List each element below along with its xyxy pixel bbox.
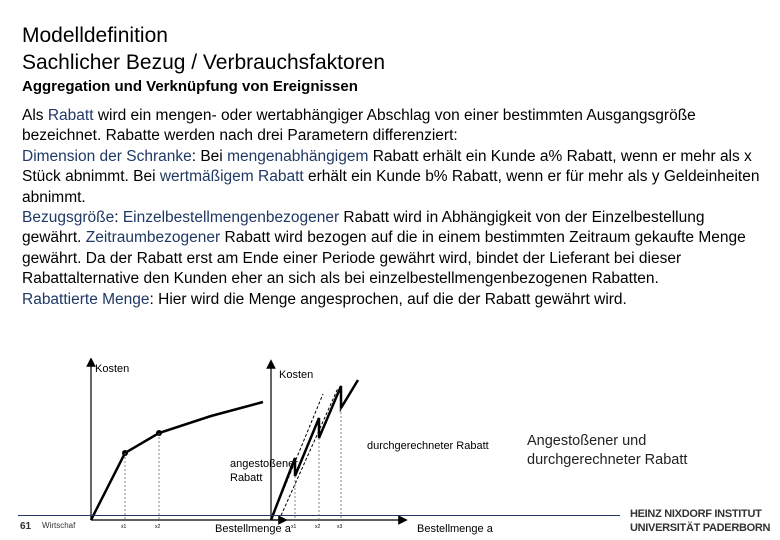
term-mengenabhaengig: mengenabhängigem — [227, 147, 369, 165]
paragraph-rabatt — [22, 106, 762, 147]
rabatt-diagram — [83, 358, 503, 540]
right-xlabel: Bestellmenge a — [417, 523, 493, 535]
page-number: 61 — [20, 521, 32, 532]
text: : Bei — [191, 147, 228, 165]
term-rabattierte-menge: Rabattierte Menge — [22, 290, 150, 308]
title-line-2: Sachlicher Bezug / Verbrauchsfaktoren — [22, 51, 386, 74]
caption-line-1: Angestoßener und — [527, 433, 647, 449]
institute-logo-line-2: UNIVERSITÄT PADERBORN — [630, 522, 771, 534]
term-einzelbestell: Einzelbestellmengenbezogener — [122, 209, 340, 227]
paragraph-bezugsgroesse — [22, 208, 762, 290]
left-curve-label-2: Rabatt — [230, 472, 263, 484]
text: : — [114, 209, 123, 227]
term-zeitraum: Zeitraumbezogener — [85, 229, 221, 247]
caption-line-2: durchgerechneter Rabatt — [527, 452, 688, 468]
slide-subtitle: Aggregation und Verknüpfung von Ereignissen — [22, 78, 358, 95]
text: Rabatt erhält ein Kunde a% Rabatt, wenn er mehr als x Stück abnimmt. Bei — [22, 147, 752, 186]
title-line-1: Modelldefinition — [22, 24, 168, 47]
right-tick-x2: x2 — [315, 524, 321, 530]
text: erhält ein Kunde b% Rabatt, wenn er für mehr als y Geldeinheiten abnimmt. — [22, 168, 760, 206]
text: wird ein mengen- oder wertabhängiger Abschlag von einer bestimmten Ausgangsgröße bezeichnet. Rabatte werden nach drei Parametern differenziert: — [22, 107, 696, 145]
text: Als — [22, 107, 48, 124]
left-tick-x2: x2 — [155, 524, 161, 530]
right-tick-x3: x3 — [337, 524, 343, 530]
term-bezugsgroesse: Bezugsgröße — [22, 209, 115, 227]
paragraph-dimension — [22, 147, 762, 208]
left-ylabel: Kosten — [95, 363, 130, 375]
term-rabatt: Rabatt — [47, 107, 94, 124]
left-xlabel: Bestellmenge a — [215, 523, 291, 535]
body-text — [22, 106, 762, 310]
right-curve — [271, 380, 358, 520]
paragraph-rabattierte-menge — [22, 290, 762, 310]
right-dashed-2 — [279, 388, 338, 520]
term-wertmaessig: wertmäßigem Rabatt — [159, 168, 304, 186]
slide-title — [22, 22, 385, 76]
footer-text: Wirtschaf — [42, 521, 76, 530]
text: Rabatt wird in Abhängigkeit von der Einzelbestellung gewährt. — [22, 209, 705, 247]
text: : Hier wird die Menge angesprochen, auf die der Rabatt gewährt wird. — [149, 290, 627, 308]
institute-logo-line-1: HEINZ NIXDORF INSTITUT — [630, 508, 762, 520]
left-tick-x1: x1 — [121, 524, 127, 530]
footer-divider — [18, 515, 620, 516]
text: Rabatt wird bezogen auf die in einem bestimmten Zeitraum gekaufte Menge gewährt. Da der Rabatt erst am Ende einer Periode gewährt wird, bindet der Lieferant bei dieser Rabattalternative den Kunden eher an sich als bei einzelbestellmengenbezogenen Rabatten. — [22, 229, 746, 288]
right-curve-label: durchgerechneter Rabatt — [367, 440, 489, 452]
diagram-caption — [527, 432, 687, 470]
right-tick-x1: x1 — [291, 524, 297, 530]
right-ylabel: Kosten — [279, 369, 314, 381]
term-dimension: Dimension der Schranke — [22, 147, 192, 165]
left-curve-label-1: angestoßener — [230, 458, 298, 470]
